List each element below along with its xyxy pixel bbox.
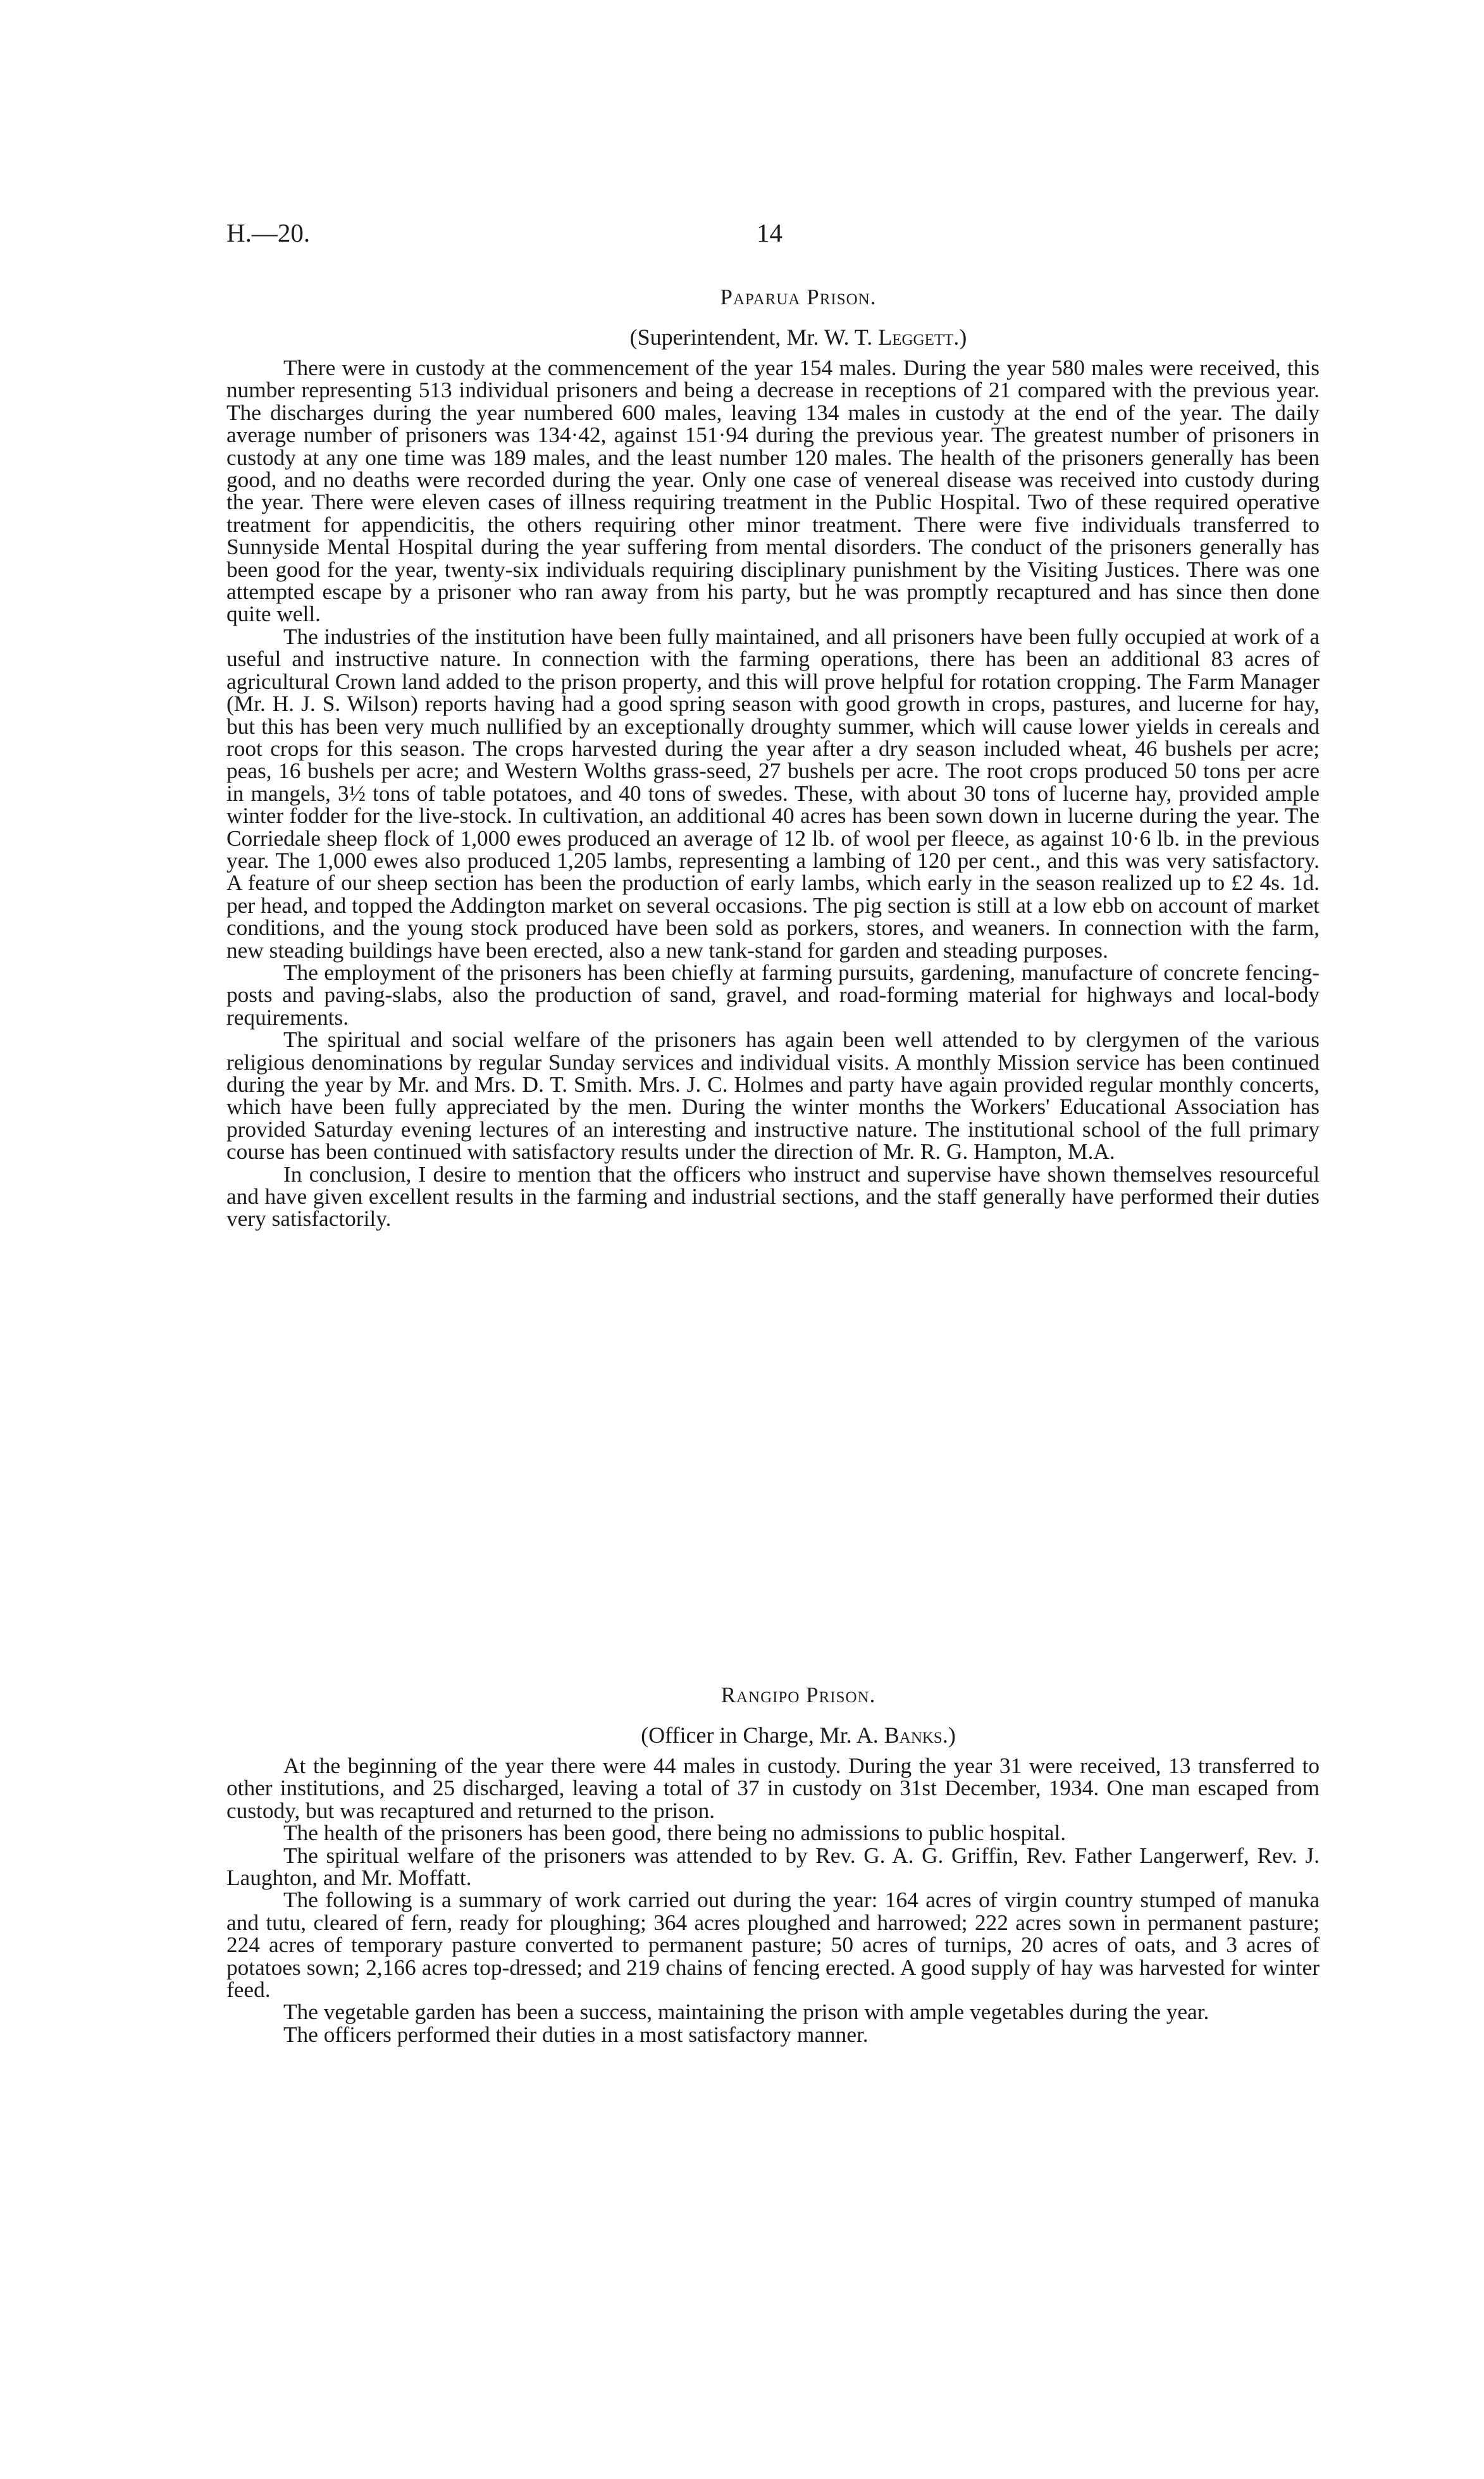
paragraph: The officers performed their duties in a most satisfactory manner.: [283, 2022, 869, 2047]
running-header: [226, 218, 1320, 256]
officer-name: Banks: [884, 1722, 943, 1748]
paragraph: At the beginning of the year there were 44 males in custody. During the year 31 were received, 13 transferred to other institutions, and 25 discharged, leaving a total of 37 in custody on 31st December, 1934. One man escaped from custody, but was recaptured and returned to the prison.: [226, 1753, 1320, 1823]
paragraph: The health of the prisoners has been good, there being no admissions to public hospital.: [283, 1821, 1067, 1846]
report-reference: H.—20.: [226, 218, 311, 247]
section-title: Paparua Prison.: [720, 285, 877, 309]
paragraph: The employment of the prisoners has been chiefly at farming pursuits, gardening, manufacture of concrete fencing-posts and paving-slabs, also the production of sand, gravel, and road-forming material for highways and local-body requirements.: [226, 960, 1320, 1030]
paragraph: The spiritual welfare of the prisoners was attended to by Rev. G. A. G. Griffin, Rev. Father Langerwerf, Rev. J. Laughton, and Mr. Moffatt.: [226, 1843, 1320, 1891]
paragraph: The spiritual and social welfare of the prisoners has again been well attended to by clergymen of the various religious denominations by regular Sunday services and individual visits. A monthly Mission service has been continued during the year by Mr. and Mrs. D. T. Smith. Mrs. J. C. Holmes and party have again provided regular monthly concerts, which have been fully appreciated by the men. During the winter months the Workers' Educational Association has provided Saturday evening lectures of an interesting and instructive nature. The institutional school of the full primary course has been continued with satisfactory results under the direction of Mr. R. G. Hampton, M.A.: [226, 1027, 1320, 1165]
section-paparua-prison: [226, 285, 1320, 1230]
section-title: Rangipo Prison.: [720, 1683, 876, 1707]
superintendent-line: (Superintendent, Mr. W. T. Leggett.): [629, 325, 967, 350]
paragraph: In conclusion, I desire to mention that the officers who instruct and supervise have shown themselves resourceful and have given excellent results in the farming and industrial sections, and the staff generally have performed their duties very satisfactorily.: [226, 1161, 1320, 1232]
paragraph: The following is a summary of work carried out during the year: 164 acres of virgin country stumped of manuka and tutu, cleared of fern, ready for ploughing; 364 acres ploughed and harrowed; 222 acres sown in permanent pasture; 224 acres of temporary pasture converted to permanent pasture; 50 acres of turnips, 20 acres of oats, and 3 acres of potatoes sown; 2,166 acres top-dressed; and 219 chains of fencing erected. A good supply of hay was harvested for winter feed.: [226, 1888, 1320, 2003]
officer-line: (Officer in Charge, Mr. A. Banks.): [641, 1722, 956, 1748]
superintendent-name: Leggett: [878, 325, 954, 350]
paragraph: There were in custody at the commencement of the year 154 males. During the year 580 males were received, this number representing 513 individual prisoners and being a decrease in receptions of 21 compared with the previous year. The discharges during the year numbered 600 males, leaving 134 males in custody at the end of the year. The daily average number of prisoners was 134·42, against 151·94 during the previous year. The greatest number of prisoners in custody at any one time was 189 males, and the least number 120 males. The health of the prisoners generally has been good, and no deaths were recorded during the year. Only one case of venereal disease was received into custody during the year. There were eleven cases of illness requiring treatment in the Public Hospital. Two of these required operative treatment for appendicitis, the others requiring other minor treatment. There were five individuals transferred to Sunnyside Mental Hospital during the year suffering from mental disorders. The conduct of the prisoners generally has been good for the year, twenty-six individuals requiring disciplinary punishment by the Visiting Justices. There was one attempted escape by a prisoner who ran away from his party, but he was promptly recaptured and has since then done quite well.: [226, 355, 1320, 627]
paragraph: The vegetable garden has been a success, maintaining the prison with ample vegetables during the year.: [283, 2000, 1209, 2025]
section-rangipo-prison: [226, 1683, 1320, 2046]
page-number: 14: [757, 218, 782, 247]
paragraph: The industries of the institution have been fully maintained, and all prisoners have been fully occupied at work of a useful and instructive nature. In connection with the farming operations, there has been an additional 83 acres of agricultural Crown land added to the prison property, and this will prove helpful for rotation cropping. The Farm Manager (Mr. H. J. S. Wilson) reports having had a good spring season with good growth in crops, pastures, and lucerne for hay, but this has been very much nullified by an exceptionally droughty summer, which will cause lower yields in cereals and root crops for this season. The crops harvested during the year after a dry season included wheat, 46 bushels per acre; peas, 16 bushels per acre; and Western Wolths grass-seed, 27 bushels per acre. The root crops produced 50 tons per acre in mangels, 3½ tons of table potatoes, and 40 tons of swedes. These, with about 30 tons of lucerne hay, provided ample winter fodder for the live-stock. In cultivation, an additional 40 acres has been sown down in lucerne during the year. The Corriedale sheep flock of 1,000 ewes produced an average of 12 lb. of wool per fleece, as against 10·6 lb. in the previous year. The 1,000 ewes also produced 1,205 lambs, representing a lambing of 120 per cent., and this was very satisfactory. A feature of our sheep section has been the production of early lambs, which early in the season realized up to £2 4s. 1d. per head, and topped the Addington market on several occasions. The pig section is still at a low ebb on account of market conditions, and the young stock produced have been sold as porkers, stores, and weaners. In connection with the farm, new steading buildings have been erected, also a new tank-stand for garden and steading purposes.: [226, 624, 1320, 963]
